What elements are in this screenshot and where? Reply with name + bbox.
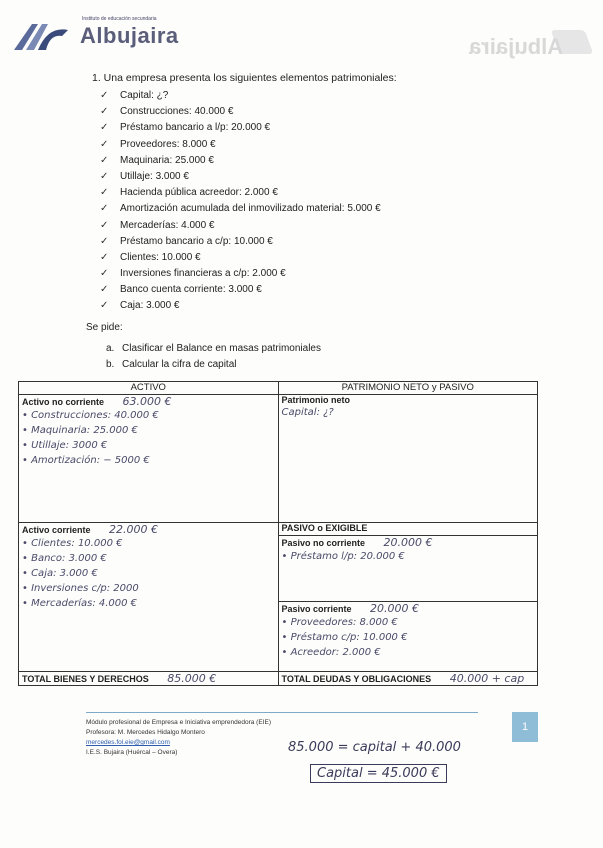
check-mark-icon: ✓	[100, 251, 109, 263]
element-item-text: Inversiones financieras a c/p: 2.000 €	[120, 268, 286, 280]
pc-label: Pasivo corriente	[281, 604, 352, 614]
question-title: 1. Una empresa presenta los siguientes elementos patrimoniales:	[92, 72, 397, 84]
pasivo-exigible-cell	[278, 523, 538, 536]
element-item	[100, 153, 381, 169]
element-item	[100, 120, 381, 136]
element-item-text: Clientes: 10.000 €	[120, 251, 201, 263]
footer-divider	[86, 712, 478, 713]
task-b-text: Calcular la cifra de capital	[122, 359, 237, 370]
logo-name: Albujaira	[80, 23, 179, 48]
check-mark-icon: ✓	[100, 300, 109, 312]
check-mark-icon: ✓	[100, 106, 109, 118]
check-mark-icon: ✓	[100, 154, 109, 166]
check-mark-icon: ✓	[100, 138, 109, 150]
element-item	[100, 169, 381, 185]
element-item-text: Maquinaria: 25.000 €	[120, 154, 214, 166]
check-mark-icon: ✓	[100, 203, 109, 215]
element-item-text: Banco cuenta corriente: 3.000 €	[120, 284, 262, 296]
handwritten-line: • Construcciones: 40.000 €	[22, 410, 159, 421]
handwritten-line: • Clientes: 10.000 €	[22, 538, 123, 549]
task-a-letter: a.	[106, 343, 115, 354]
check-mark-icon: ✓	[100, 268, 109, 280]
handwritten-line: • Proveedores: 8.000 €	[281, 617, 398, 628]
check-mark-icon: ✓	[100, 219, 109, 231]
element-item-text: Amortización acumulada del inmovilizado material: 5.000 €	[120, 203, 381, 215]
footer-teacher: Profesora: M. Mercedes Hidalgo Montero	[86, 729, 205, 736]
handwritten-line: • Mercaderías: 4.000 €	[22, 598, 138, 609]
check-mark-icon: ✓	[100, 170, 109, 182]
handwritten-result: Capital = 45.000 €	[310, 764, 447, 783]
element-item	[100, 88, 381, 104]
element-item	[100, 201, 381, 217]
pn-items	[282, 405, 535, 420]
total-activo-cell	[19, 672, 279, 686]
element-item	[100, 185, 381, 201]
activo-header: ACTIVO	[19, 382, 279, 395]
element-item-text: Préstamo bancario a l/p: 20.000 €	[120, 122, 271, 134]
task-b-letter: b.	[106, 359, 115, 370]
handwritten-line: • Banco: 3.000 €	[22, 553, 107, 564]
anc-label: Activo no corriente	[22, 397, 105, 407]
element-item-text: Préstamo bancario a c/p: 10.000 €	[120, 235, 273, 247]
anc-total: 63.000 €	[122, 395, 172, 408]
handwritten-line: • Préstamo l/p: 20.000 €	[281, 551, 405, 562]
element-item-text: Mercaderías: 4.000 €	[120, 219, 215, 231]
balance-table	[18, 381, 538, 686]
handwritten-line: • Inversiones c/p: 2000	[22, 583, 139, 594]
pnc-items	[282, 549, 535, 564]
handwritten-line: • Maquinaria: 25.000 €	[22, 425, 138, 436]
check-mark-icon: ✓	[100, 187, 109, 199]
total-pasivo-value: 40.000 + cap	[449, 672, 525, 685]
pasivo-label: PASIVO o EXIGIBLE	[281, 523, 368, 533]
handwritten-line: • Amortización: − 5000 €	[22, 455, 150, 466]
total-pasivo-label: TOTAL DEUDAS Y OBLIGACIONES	[281, 674, 432, 684]
footer	[86, 718, 271, 758]
anc-items	[22, 408, 275, 468]
element-item-text: Construcciones: 40.000 €	[120, 106, 234, 118]
element-item	[100, 104, 381, 120]
ac-items	[22, 536, 275, 611]
total-activo-value: 85.000 €	[167, 672, 217, 685]
ac-total: 22.000 €	[109, 523, 159, 536]
check-mark-icon: ✓	[100, 284, 109, 296]
albujaira-logo-icon	[12, 18, 70, 52]
handwritten-line: • Caja: 3.000 €	[22, 568, 98, 579]
ac-label: Activo corriente	[22, 525, 91, 535]
patrimonio-neto-cell	[278, 395, 538, 523]
pn-label: Patrimonio neto	[281, 395, 351, 405]
element-item-text: Proveedores: 8.000 €	[120, 138, 216, 150]
element-item	[100, 234, 381, 250]
element-list	[100, 88, 381, 315]
pasivo-corriente-cell	[278, 602, 538, 672]
pc-items	[282, 615, 535, 660]
handwritten-line: Capital: ¿?	[281, 407, 334, 418]
se-pide-label: Se pide:	[86, 322, 123, 333]
element-item-text: Utillaje: 3.000 €	[120, 170, 189, 182]
check-mark-icon: ✓	[100, 122, 109, 134]
footer-email-link[interactable]: mercedes.fol.eie@gmail.com	[86, 739, 170, 746]
element-item	[100, 298, 381, 314]
logo-subtitle: Instituto de educación secundaria	[82, 16, 157, 22]
task-a-text: Clasificar el Balance en masas patrimoniales	[122, 343, 321, 354]
pnc-label: Pasivo no corriente	[281, 538, 366, 548]
bleedthrough-logo-text: Albujaira	[468, 34, 563, 59]
check-mark-icon: ✓	[100, 235, 109, 247]
element-item	[100, 266, 381, 282]
task-b	[106, 359, 237, 370]
handwritten-line: • Utillaje: 3000 €	[22, 440, 108, 451]
check-mark-icon: ✓	[100, 90, 109, 101]
footer-module: Módulo profesional de Empresa e Iniciativa emprendedora (EIE)	[86, 719, 271, 726]
element-item-text: Caja: 3.000 €	[120, 300, 180, 312]
handwritten-line: • Préstamo c/p: 10.000 €	[281, 632, 408, 643]
handwritten-line: • Acreedor: 2.000 €	[281, 647, 381, 658]
element-item	[100, 218, 381, 234]
element-item-text: Capital: ¿?	[120, 90, 169, 101]
activo-corriente-cell	[19, 523, 279, 672]
pnc-total: 20.000 €	[383, 536, 433, 549]
element-item-text: Hacienda pública acreedor: 2.000 €	[120, 187, 278, 199]
total-activo-label: TOTAL BIENES Y DERECHOS	[22, 674, 149, 684]
pasivo-header: PATRIMONIO NETO y PASIVO	[278, 382, 538, 395]
element-item	[100, 137, 381, 153]
school-logo	[12, 14, 202, 54]
element-item	[100, 250, 381, 266]
page-number: 1	[512, 712, 538, 742]
element-item	[100, 282, 381, 298]
pasivo-no-corriente-cell	[278, 536, 538, 602]
total-pasivo-cell	[278, 672, 538, 686]
task-a	[106, 343, 321, 354]
footer-school: I.E.S. Bujaira (Huércal – Overa)	[86, 749, 178, 756]
pc-total: 20.000 €	[370, 602, 420, 615]
activo-no-corriente-cell	[19, 395, 279, 523]
handwritten-equation: 85.000 = capital + 40.000	[288, 740, 461, 755]
